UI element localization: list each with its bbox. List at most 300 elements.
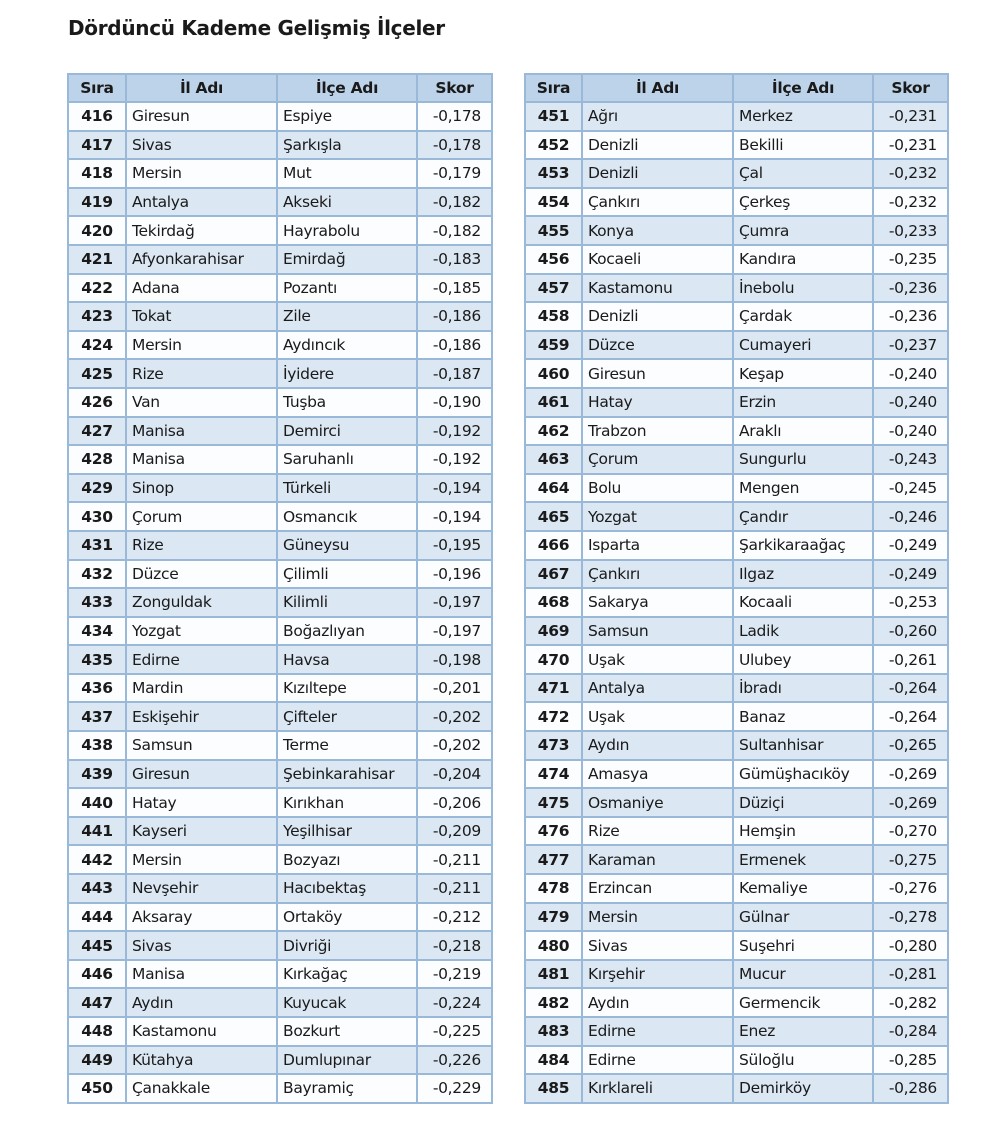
province-cell: Giresun [582,359,733,388]
rank-cell: 435 [68,645,126,674]
province-cell: Aydın [582,988,733,1017]
rank-cell: 442 [68,845,126,874]
table-row [68,817,492,846]
province-cell: Hatay [582,388,733,417]
district-cell: Havsa [277,645,417,674]
province-cell: Çorum [126,502,277,531]
province-cell: Sivas [126,931,277,960]
rank-cell: 449 [68,1046,126,1075]
table-row [525,874,948,903]
score-cell: -0,192 [417,417,492,446]
table-row [68,988,492,1017]
table-row [68,588,492,617]
province-cell: Edirne [582,1017,733,1046]
rank-cell: 437 [68,702,126,731]
rank-cell: 451 [525,102,582,131]
table-row [68,159,492,188]
score-cell: -0,225 [417,1017,492,1046]
rank-cell: 461 [525,388,582,417]
rank-cell: 423 [68,302,126,331]
province-cell: Eskişehir [126,702,277,731]
score-cell: -0,236 [873,274,948,303]
province-cell: Tekirdağ [126,216,277,245]
province-cell: Mersin [582,903,733,932]
rank-cell: 446 [68,960,126,989]
rank-cell: 458 [525,302,582,331]
header-sira: Sıra [68,74,126,102]
rank-cell: 460 [525,359,582,388]
province-cell: Denizli [582,131,733,160]
rank-cell: 422 [68,274,126,303]
district-cell: Saruhanlı [277,445,417,474]
province-cell: Aydın [582,731,733,760]
rank-cell: 431 [68,531,126,560]
table-row [525,731,948,760]
province-cell: Kocaeli [582,245,733,274]
province-cell: Kütahya [126,1046,277,1075]
score-cell: -0,249 [873,531,948,560]
province-cell: Kırklareli [582,1074,733,1103]
table-row [68,874,492,903]
score-cell: -0,212 [417,903,492,932]
score-cell: -0,246 [873,502,948,531]
table-row [68,1017,492,1046]
table-row [68,216,492,245]
district-cell: Ermenek [733,845,873,874]
rank-cell: 469 [525,617,582,646]
table-row [525,245,948,274]
rank-cell: 478 [525,874,582,903]
score-cell: -0,219 [417,960,492,989]
score-cell: -0,276 [873,874,948,903]
district-cell: Demirci [277,417,417,446]
province-cell: Manisa [126,445,277,474]
province-cell: Çorum [582,445,733,474]
rank-cell: 471 [525,674,582,703]
district-cell: Erzin [733,388,873,417]
district-cell: Osmancık [277,502,417,531]
score-cell: -0,202 [417,702,492,731]
province-cell: Rize [582,817,733,846]
table-row [68,931,492,960]
district-cell: Sungurlu [733,445,873,474]
province-cell: Samsun [582,617,733,646]
score-cell: -0,197 [417,617,492,646]
district-cell: Tuşba [277,388,417,417]
score-cell: -0,233 [873,216,948,245]
district-cell: Kilimli [277,588,417,617]
rank-cell: 426 [68,388,126,417]
table-row [68,845,492,874]
table-row [525,131,948,160]
rank-cell: 427 [68,417,126,446]
rank-cell: 438 [68,731,126,760]
rank-cell: 484 [525,1046,582,1075]
rank-cell: 463 [525,445,582,474]
rank-cell: 450 [68,1074,126,1103]
province-cell: Çanakkale [126,1074,277,1103]
rank-cell: 433 [68,588,126,617]
score-cell: -0,269 [873,788,948,817]
rank-cell: 480 [525,931,582,960]
rank-cell: 473 [525,731,582,760]
rank-cell: 468 [525,588,582,617]
score-cell: -0,182 [417,188,492,217]
table-row [68,417,492,446]
rank-cell: 452 [525,131,582,160]
district-cell: Ladik [733,617,873,646]
score-cell: -0,195 [417,531,492,560]
score-cell: -0,182 [417,216,492,245]
district-cell: Keşap [733,359,873,388]
score-cell: -0,202 [417,731,492,760]
table-row [68,102,492,131]
district-cell: Ortaköy [277,903,417,932]
score-cell: -0,179 [417,159,492,188]
table-row [68,960,492,989]
score-cell: -0,187 [417,359,492,388]
district-cell: Hayrabolu [277,216,417,245]
district-cell: Cumayeri [733,331,873,360]
table-row [525,388,948,417]
table-row [68,788,492,817]
rank-cell: 436 [68,674,126,703]
rank-cell: 485 [525,1074,582,1103]
district-cell: Mut [277,159,417,188]
table-row [68,131,492,160]
table-row [68,1074,492,1103]
rank-cell: 482 [525,988,582,1017]
table-row [68,388,492,417]
rank-cell: 455 [525,216,582,245]
district-cell: Şarkikaraağaç [733,531,873,560]
district-cell: Banaz [733,702,873,731]
district-cell: İbradı [733,674,873,703]
header-ilce-adi: İlçe Adı [277,74,417,102]
rank-cell: 444 [68,903,126,932]
rank-cell: 448 [68,1017,126,1046]
rank-cell: 481 [525,960,582,989]
score-cell: -0,231 [873,131,948,160]
province-cell: Ağrı [582,102,733,131]
header-il-adi: İl Adı [126,74,277,102]
district-cell: Emirdağ [277,245,417,274]
score-cell: -0,265 [873,731,948,760]
score-cell: -0,264 [873,702,948,731]
rank-cell: 418 [68,159,126,188]
table-row [68,302,492,331]
score-cell: -0,260 [873,617,948,646]
province-cell: Kastamonu [582,274,733,303]
score-cell: -0,232 [873,188,948,217]
header-il-adi: İl Adı [582,74,733,102]
table-row [68,502,492,531]
district-cell: Kırıkhan [277,788,417,817]
province-cell: Isparta [582,531,733,560]
score-cell: -0,253 [873,588,948,617]
rank-cell: 416 [68,102,126,131]
table-row [525,845,948,874]
province-cell: Manisa [126,960,277,989]
table-header-row [525,74,948,102]
district-cell: Şebinkarahisar [277,760,417,789]
province-cell: Giresun [126,102,277,131]
table-header-row [68,74,492,102]
rank-cell: 447 [68,988,126,1017]
district-cell: Ulubey [733,645,873,674]
score-cell: -0,211 [417,874,492,903]
score-cell: -0,237 [873,331,948,360]
score-cell: -0,231 [873,102,948,131]
score-cell: -0,280 [873,931,948,960]
table-row [68,560,492,589]
header-skor: Skor [417,74,492,102]
district-cell: Boğazlıyan [277,617,417,646]
province-cell: Karaman [582,845,733,874]
rank-cell: 440 [68,788,126,817]
table-row [525,817,948,846]
score-cell: -0,183 [417,245,492,274]
rank-cell: 464 [525,474,582,503]
table-row [525,102,948,131]
district-cell: Çardak [733,302,873,331]
table-row [525,502,948,531]
district-table-left [67,73,493,1104]
score-cell: -0,282 [873,988,948,1017]
table-row [68,903,492,932]
district-cell: Bekilli [733,131,873,160]
district-cell: İnebolu [733,274,873,303]
province-cell: Yozgat [582,502,733,531]
header-skor: Skor [873,74,948,102]
score-cell: -0,284 [873,1017,948,1046]
district-cell: Yeşilhisar [277,817,417,846]
rank-cell: 477 [525,845,582,874]
score-cell: -0,240 [873,359,948,388]
score-cell: -0,249 [873,560,948,589]
district-table-right [524,73,949,1104]
province-cell: Uşak [582,702,733,731]
province-cell: Çankırı [582,560,733,589]
province-cell: Hatay [126,788,277,817]
district-cell: Merkez [733,102,873,131]
table-row [68,445,492,474]
province-cell: Antalya [582,674,733,703]
province-cell: Mersin [126,159,277,188]
score-cell: -0,185 [417,274,492,303]
province-cell: Osmaniye [582,788,733,817]
page-title: Dördüncü Kademe Gelişmiş İlçeler [68,16,445,40]
district-cell: Kuyucak [277,988,417,1017]
province-cell: Giresun [126,760,277,789]
rank-cell: 441 [68,817,126,846]
score-cell: -0,178 [417,131,492,160]
rank-cell: 453 [525,159,582,188]
rank-cell: 470 [525,645,582,674]
rank-cell: 443 [68,874,126,903]
score-cell: -0,285 [873,1046,948,1075]
district-cell: Ilgaz [733,560,873,589]
province-cell: Sivas [582,931,733,960]
rank-cell: 456 [525,245,582,274]
table-row [68,731,492,760]
province-cell: Uşak [582,645,733,674]
table-row [525,960,948,989]
district-cell: Araklı [733,417,873,446]
province-cell: Manisa [126,417,277,446]
score-cell: -0,209 [417,817,492,846]
score-cell: -0,245 [873,474,948,503]
table-row [525,331,948,360]
province-cell: Mersin [126,331,277,360]
score-cell: -0,196 [417,560,492,589]
rank-cell: 483 [525,1017,582,1046]
province-cell: Antalya [126,188,277,217]
score-cell: -0,269 [873,760,948,789]
header-sira: Sıra [525,74,582,102]
table-row [525,560,948,589]
table-row [68,531,492,560]
rank-cell: 466 [525,531,582,560]
district-cell: Dumlupınar [277,1046,417,1075]
district-cell: Bozkurt [277,1017,417,1046]
district-cell: Terme [277,731,417,760]
table-row [525,1046,948,1075]
province-cell: Tokat [126,302,277,331]
province-cell: Kayseri [126,817,277,846]
district-cell: Hemşin [733,817,873,846]
rank-cell: 474 [525,760,582,789]
district-cell: Mucur [733,960,873,989]
table-row [525,159,948,188]
table-row [525,617,948,646]
province-cell: Sakarya [582,588,733,617]
district-cell: Kandıra [733,245,873,274]
table-row [68,617,492,646]
province-cell: Adana [126,274,277,303]
province-cell: Sinop [126,474,277,503]
score-cell: -0,229 [417,1074,492,1103]
province-cell: Trabzon [582,417,733,446]
score-cell: -0,240 [873,417,948,446]
table-row [525,417,948,446]
table-row [525,760,948,789]
rank-cell: 430 [68,502,126,531]
rank-cell: 476 [525,817,582,846]
header-ilce-adi: İlçe Adı [733,74,873,102]
score-cell: -0,204 [417,760,492,789]
rank-cell: 472 [525,702,582,731]
rank-cell: 445 [68,931,126,960]
district-cell: Bayramiç [277,1074,417,1103]
score-cell: -0,211 [417,845,492,874]
province-cell: Denizli [582,302,733,331]
table-row [525,531,948,560]
score-cell: -0,240 [873,388,948,417]
table-row [68,674,492,703]
district-cell: Kocaali [733,588,873,617]
district-cell: Mengen [733,474,873,503]
province-cell: Yozgat [126,617,277,646]
district-cell: Germencik [733,988,873,1017]
province-cell: Kırşehir [582,960,733,989]
rank-cell: 428 [68,445,126,474]
district-cell: Çilimli [277,560,417,589]
table-row [525,359,948,388]
table-row [68,331,492,360]
table-row [68,359,492,388]
district-cell: Espiye [277,102,417,131]
table-row [525,931,948,960]
score-cell: -0,178 [417,102,492,131]
score-cell: -0,270 [873,817,948,846]
rank-cell: 432 [68,560,126,589]
table-row [68,1046,492,1075]
score-cell: -0,206 [417,788,492,817]
table-row [68,474,492,503]
score-cell: -0,232 [873,159,948,188]
table-row [525,903,948,932]
province-cell: Kastamonu [126,1017,277,1046]
table-row [525,188,948,217]
province-cell: Samsun [126,731,277,760]
province-cell: Edirne [126,645,277,674]
score-cell: -0,264 [873,674,948,703]
district-cell: Divriği [277,931,417,960]
rank-cell: 434 [68,617,126,646]
province-cell: Van [126,388,277,417]
score-cell: -0,243 [873,445,948,474]
district-cell: Türkeli [277,474,417,503]
rank-cell: 417 [68,131,126,160]
rank-cell: 420 [68,216,126,245]
score-cell: -0,278 [873,903,948,932]
score-cell: -0,186 [417,302,492,331]
province-cell: Zonguldak [126,588,277,617]
score-cell: -0,261 [873,645,948,674]
province-cell: Konya [582,216,733,245]
table-row [525,988,948,1017]
district-cell: Aydıncık [277,331,417,360]
table-row [68,702,492,731]
table-row [525,1017,948,1046]
rank-cell: 467 [525,560,582,589]
score-cell: -0,224 [417,988,492,1017]
table-row [525,702,948,731]
table-row [525,274,948,303]
district-cell: Suşehri [733,931,873,960]
rank-cell: 465 [525,502,582,531]
district-cell: Çal [733,159,873,188]
province-cell: Mardin [126,674,277,703]
table-row [68,645,492,674]
score-cell: -0,197 [417,588,492,617]
table-row [525,474,948,503]
district-cell: Hacıbektaş [277,874,417,903]
score-cell: -0,190 [417,388,492,417]
score-cell: -0,281 [873,960,948,989]
table-row [525,588,948,617]
table-row [525,645,948,674]
district-cell: Çandır [733,502,873,531]
score-cell: -0,226 [417,1046,492,1075]
province-cell: Denizli [582,159,733,188]
district-cell: Bozyazı [277,845,417,874]
province-cell: Rize [126,531,277,560]
table-row [68,760,492,789]
table-row [525,674,948,703]
score-cell: -0,198 [417,645,492,674]
